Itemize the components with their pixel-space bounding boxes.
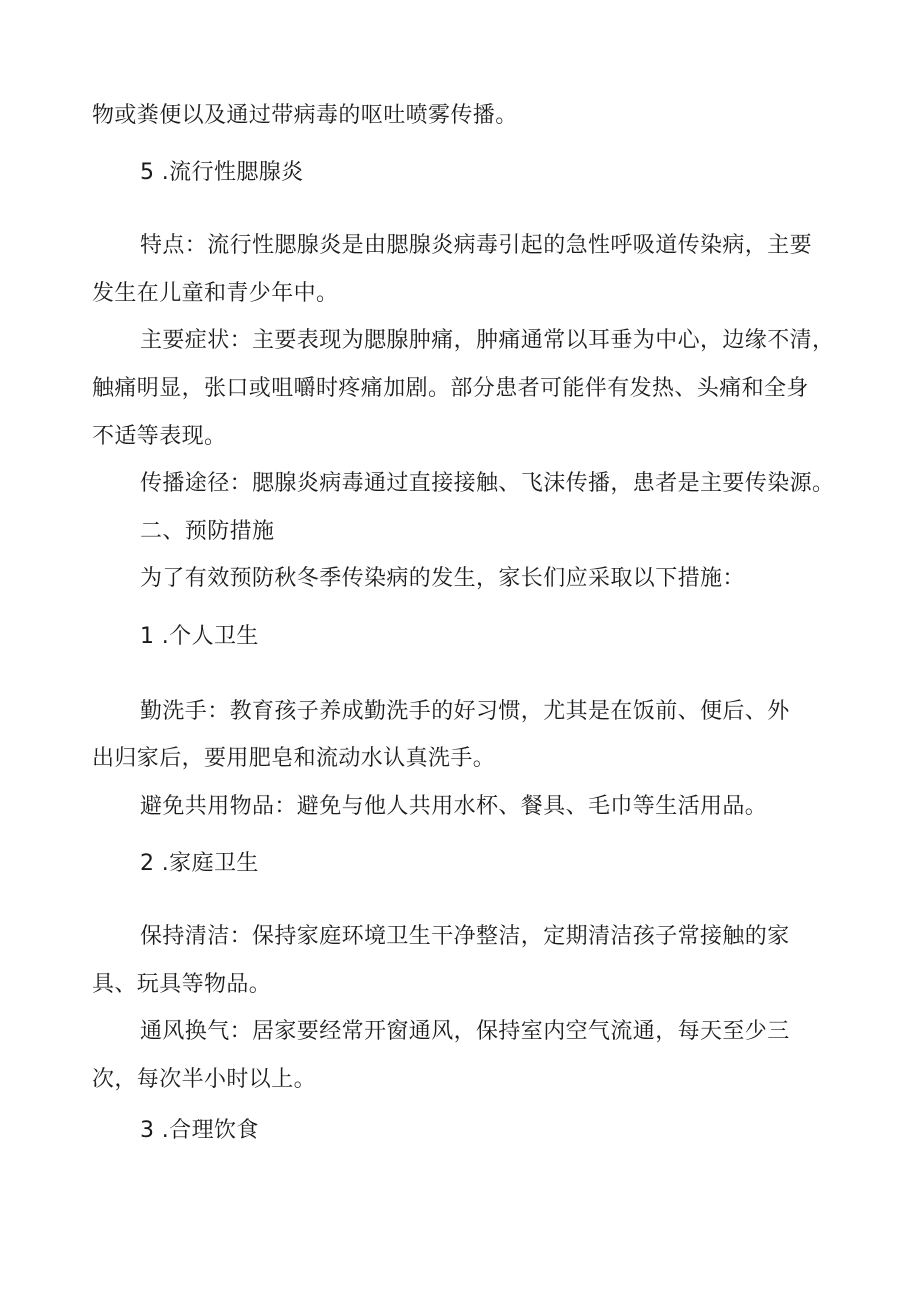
paragraph-line: 出归家后，要用肥皂和流动水认真洗手。	[92, 746, 496, 771]
section-heading-diet: 3 .合理饮食	[140, 1118, 259, 1143]
paragraph-line: 避免共用物品：避免与他人共用水杯、餐具、毛巾等生活用品。	[140, 794, 768, 819]
paragraph-line: 通风换气：居家要经常开窗通风，保持室内空气流通，每天至少三	[140, 1019, 790, 1044]
paragraph-line: 为了有效预防秋冬季传染病的发生，家长们应采取以下措施：	[140, 566, 745, 591]
paragraph-line: 勤洗手：教育孩子养成勤洗手的好习惯，尤其是在饭前、便后、外	[140, 699, 790, 724]
paragraph-line: 保持清洁：保持家庭环境卫生干净整洁，定期清洁孩子常接触的家	[140, 924, 790, 949]
paragraph-line: 不适等表现。	[92, 424, 227, 449]
paragraph-line: 物或粪便以及通过带病毒的呕吐喷雾传播。	[92, 103, 518, 128]
section-heading-personal-hygiene: 1 .个人卫生	[140, 624, 259, 649]
paragraph-line: 次，每次半小时以上。	[92, 1067, 317, 1092]
paragraph-line: 传播途径：腮腺炎病毒通过直接接触、飞沫传播，患者是主要传染源。	[140, 471, 835, 496]
paragraph-line: 触痛明显，张口或咀嚼时疼痛加剧。部分患者可能伴有发热、头痛和全身	[92, 376, 809, 401]
section-heading-mumps: 5 .流行性腮腺炎	[140, 160, 304, 185]
section-heading-home-hygiene: 2 .家庭卫生	[140, 851, 259, 876]
paragraph-line: 具、玩具等物品。	[92, 972, 272, 997]
paragraph-line: 发生在儿童和青少年中。	[92, 281, 339, 306]
paragraph-line: 主要症状：主要表现为腮腺肿痛，肿痛通常以耳垂为中心，边缘不清，	[140, 328, 835, 353]
section-heading-prevention: 二、预防措施	[140, 519, 275, 544]
paragraph-line: 特点：流行性腮腺炎是由腮腺炎病毒引起的急性呼吸道传染病，主要	[140, 233, 813, 258]
